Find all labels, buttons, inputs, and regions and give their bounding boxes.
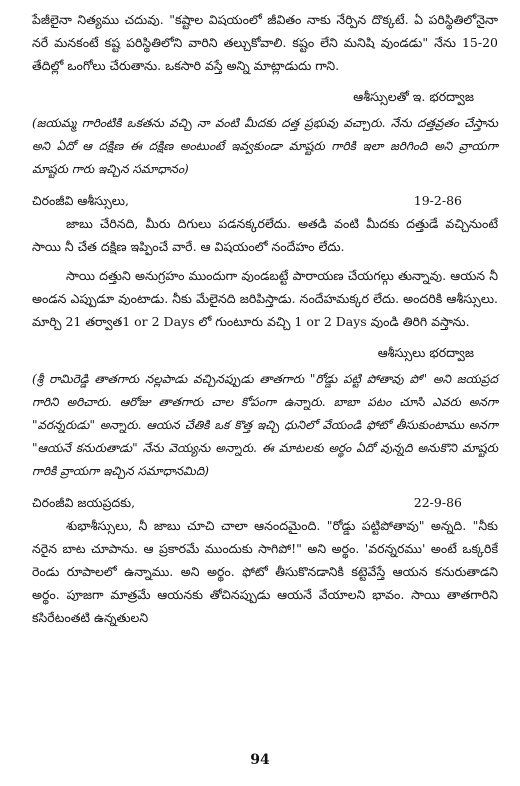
letter-heading-2 (32, 491, 462, 514)
letter-date-2: 22-9-86 (413, 495, 462, 510)
paragraph-4: శుభాశీస్సులు, నీ జాబు చూచి చాలా ఆనందమైంది. "రోడ్డు పట్టిపోతావు" అన్నది. "నీకు నరైన బాట చూపాను. ఆ ప్రకారమే ముందుకు సాగిపో!" అని అర్థం. 'వరన్నరము' అంటే ఒక్కరికే రెండు రూపాలలో ఉన్నాము. అని అర్థం. ఫోటో తీసుకొనడానికి కట్టెవేస్తే ఆయన కనురుతాడని అర్థం. పూజగా మాత్రమే ఆయనకు తోచినప్పుడు ఆయనే వేయాలని భావం. సాయి తాతగారిని కసిరేటంతటి ఉన్నతులని (32, 518, 498, 625)
paragraph-1: పేజీలైనా నిత్యము చదువు. "కష్టాల విషయంలో జీవితం నాకు నేర్పిన దొక్కటే. ఏ పరిస్థితిలోనైనా నరే మనకంటే కష్ట పరిస్థితిలోని వారిని తల్చుకోవాలి. కష్టం లేని మనిషి వుండడు" నేను 15-20 తేదిల్లో ఒంగోలు చేరుతాను. ఒకసారి వస్తే అన్ని మాట్లాడుదు గాని. (32, 12, 498, 73)
letter-date-1: 19-2-86 (413, 193, 462, 208)
editor-note-2: (శ్రీ రామిరెడ్డి తాతగారు నల్లపాడు వచ్చినప్పుడు తాతగారు "రోడ్డు పట్టి పోతావు పో" అని జయప్రద గారిని అరిచారు. ఆరోజు తాతగారు చాల కోపంగా ఉన్నారు. బాబా పటం చూసి ఎవరు అనగా "వరన్నరుడు" అన్నారు. ఆయన చేతికి ఒక కొత్త ఇచ్చి ధునిలో వేయండి ఫోటో తీసుకుంటాము అనగా "ఆయనే కనురుతాడు" నేను వెయ్యను అన్నారు. ఈ మాటలకు అర్థం ఏదో వున్నది అనుకొని మాష్టరు గారికి వ్రాయగా ఇచ్చిన సమాధానమిది) (32, 372, 498, 478)
salutation-2: చిరంజీవి జయప్రదకు, (32, 495, 136, 510)
paragraph-2: జాబు చేరినది, మీరు దిగులు పడనక్కరలేదు. అతడి వంటి మీదకు దత్తుడే వచ్చినుంటే సాయి నీ చేత దక్షిణ ఇప్పించే వారే. ఆ విషయంలో నందేహం లేదు. (32, 216, 498, 254)
salutation-1: చిరంజీవి ఆశీస్సులు, (32, 193, 129, 208)
signature-1: ఆశీస్సులతో ఇ. భరద్వాజ (353, 89, 474, 104)
letter-heading-1 (32, 189, 462, 212)
page-body (32, 8, 498, 629)
editor-note-1: (జయమ్మ గారింటికి ఒకతను వచ్చి నా వంటి మీదకు దత్త ప్రభువు వచ్చారు. నేను దత్తవ్రతం చేస్తాను అని ఏదో ఆ దక్షిణ ఈ దక్షిణ అంటుంటే ఇవ్వకుండా మాష్టరు గారికి ఇలా జరిగింది అని వ్రాయగా మాష్టరు గారు ఇచ్చిన సమాధానం) (32, 116, 498, 176)
page-number: 94 (250, 752, 270, 768)
signature-2: ఆశీస్సులు భరద్వాజ (377, 345, 474, 360)
paragraph-3: సాయి దత్తుని అనుగ్రహం ముందుగా వుండబట్టే పారాయణ చేయగల్గు తున్నావు. ఆయన నీ అండన ఎప్పుడూ వుంటాడు. నీకు మేలైనది జరిపిస్తాడు. నందేహమక్కర లేదు. అందరికి ఆశీస్సులు. మార్చి 21 తర్వాత1 or 2 Days లో గుంటూరు వచ్చి 1 or 2 Days వుండి తిరిగి వస్తాను. (32, 268, 498, 329)
